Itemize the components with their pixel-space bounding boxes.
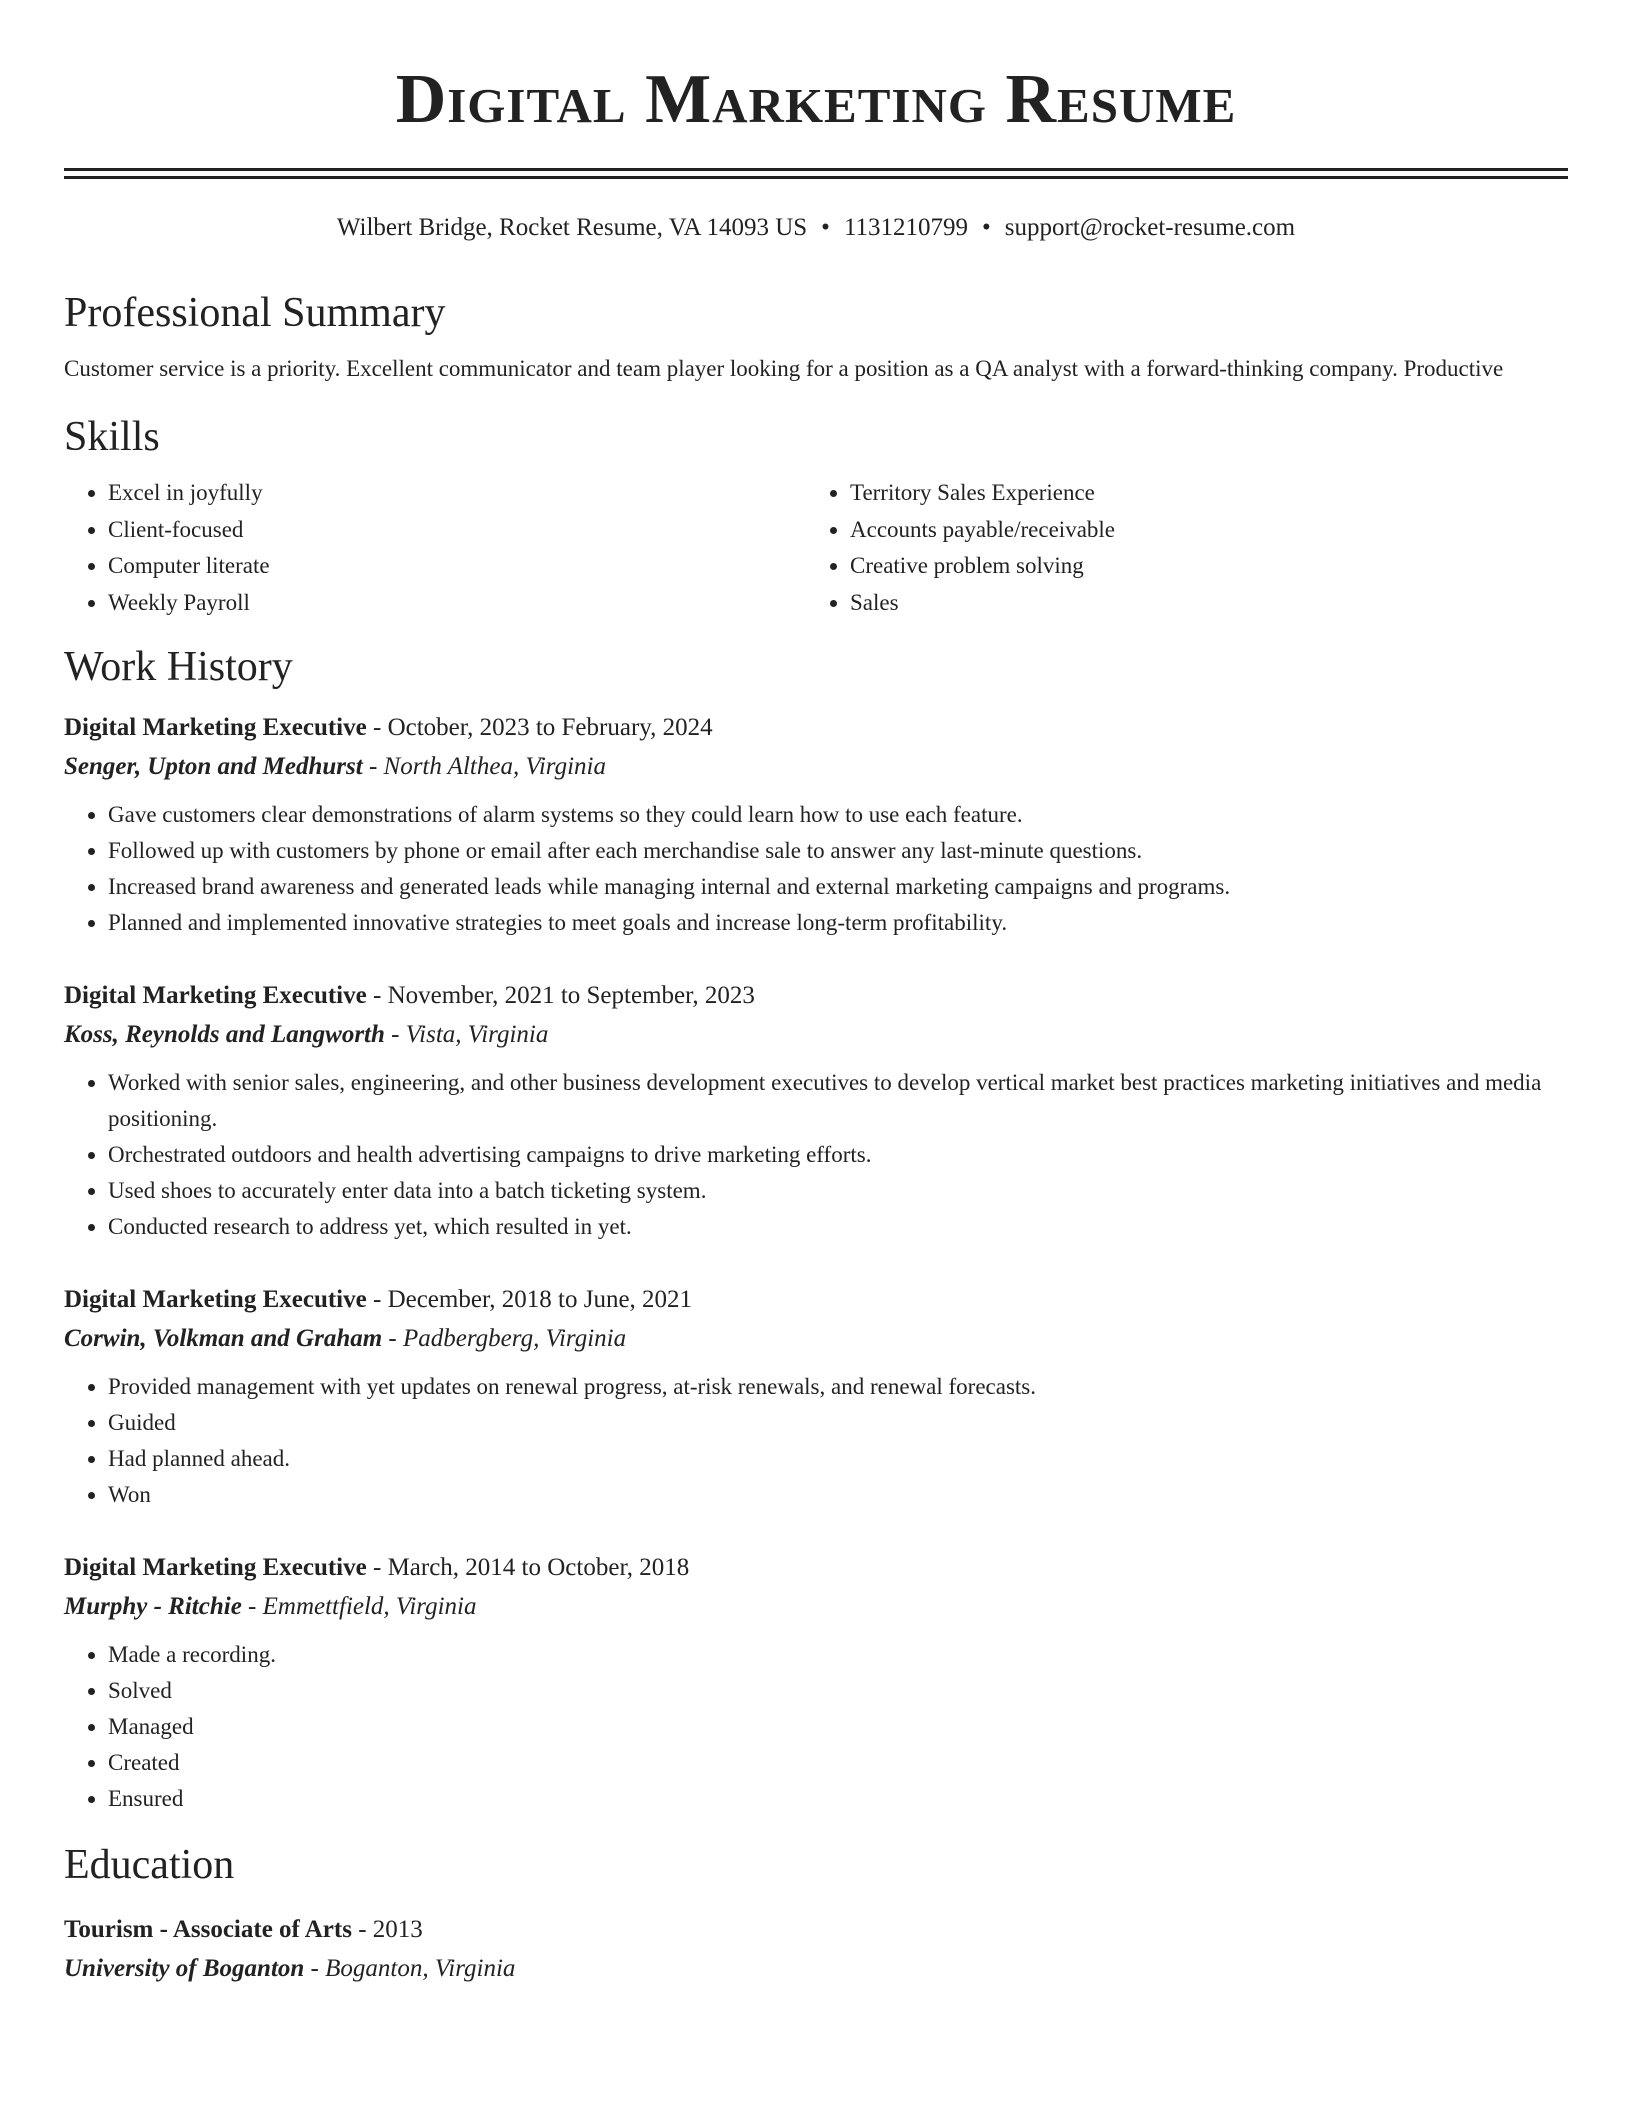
job-bullet: • Made a recording. bbox=[108, 1637, 1568, 1673]
title-rule-bottom bbox=[64, 176, 1568, 179]
job-dash: - bbox=[241, 1593, 263, 1620]
education-degree-line bbox=[64, 1911, 1568, 1949]
job-company: Corwin, Volkman and Graham bbox=[64, 1325, 383, 1352]
job-bullet: • Ensured bbox=[108, 1781, 1568, 1817]
job-dash: - bbox=[362, 753, 384, 780]
job-title-line bbox=[64, 1281, 1568, 1319]
job-bullet: • Orchestrated outdoors and health advertising campaigns to drive marketing efforts. bbox=[108, 1137, 1568, 1173]
job-bullet: • Worked with senior sales, engineering, and other business development executives to develop vertical market best practices marketing initiatives and media positioning. bbox=[108, 1065, 1568, 1137]
contact-phone: 1131210799 bbox=[843, 214, 969, 241]
education-dash: - bbox=[304, 1955, 326, 1982]
job-location: North Althea, Virginia bbox=[383, 753, 606, 780]
job-location: Vista, Virginia bbox=[405, 1021, 549, 1048]
job-company-line bbox=[64, 1319, 1568, 1359]
summary-text: Customer service is a priority. Excellent communicator and team player looking for a position as a QA analyst with a forward-thinking company. Productive bbox=[64, 356, 1504, 381]
job-title: Digital Marketing Executive bbox=[64, 982, 367, 1009]
job-company: Murphy - Ritchie bbox=[64, 1593, 242, 1620]
job-bullet: • Increased brand awareness and generated leads while managing internal and external marketing campaigns and programs. bbox=[108, 869, 1568, 905]
skills-list-right bbox=[806, 475, 1548, 621]
skill-item: • Computer literate bbox=[108, 548, 806, 585]
job-location: Emmettfield, Virginia bbox=[262, 1593, 477, 1620]
job-bullet: • Created bbox=[108, 1745, 1568, 1781]
job-company-line bbox=[64, 747, 1568, 787]
job-dash: - bbox=[366, 1554, 388, 1581]
job-company: Koss, Reynolds and Langworth bbox=[64, 1021, 385, 1048]
skill-item: • Sales bbox=[850, 585, 1548, 622]
education-heading: Education bbox=[64, 1842, 235, 1888]
job-bullet: • Managed bbox=[108, 1709, 1568, 1745]
job-bullet: • Used shoes to accurately enter data into a batch ticketing system. bbox=[108, 1173, 1568, 1209]
job-dash: - bbox=[366, 982, 388, 1009]
job-bullets bbox=[64, 797, 1568, 941]
job-bullet: • Had planned ahead. bbox=[108, 1441, 1568, 1477]
education-degree: Tourism - Associate of Arts bbox=[64, 1916, 352, 1943]
skill-item: • Excel in joyfully bbox=[108, 475, 806, 512]
education-location: Boganton, Virginia bbox=[325, 1955, 516, 1982]
job-bullet: • Solved bbox=[108, 1673, 1568, 1709]
education-school-line bbox=[64, 1949, 1568, 1989]
work-history-heading: Work History bbox=[64, 644, 293, 690]
job-entry bbox=[64, 1549, 1568, 1817]
job-bullet: • Followed up with customers by phone or email after each merchandise sale to answer any last-minute questions. bbox=[108, 833, 1568, 869]
job-entry bbox=[64, 977, 1568, 1245]
job-title-line bbox=[64, 709, 1568, 747]
job-title-line bbox=[64, 1549, 1568, 1587]
job-bullets bbox=[64, 1369, 1568, 1513]
job-company: Senger, Upton and Medhurst bbox=[64, 753, 363, 780]
job-location: Padbergberg, Virginia bbox=[403, 1325, 627, 1352]
contact-line bbox=[64, 213, 1568, 243]
job-bullet: • Planned and implemented innovative strategies to meet goals and increase long-term profitability. bbox=[108, 905, 1568, 941]
skill-item: • Creative problem solving bbox=[850, 548, 1548, 585]
job-entry bbox=[64, 1281, 1568, 1513]
job-dash: - bbox=[384, 1021, 406, 1048]
job-bullet: • Won bbox=[108, 1477, 1568, 1513]
job-dates: March, 2014 to October, 2018 bbox=[387, 1554, 690, 1581]
job-dash: - bbox=[382, 1325, 403, 1352]
skills-list-left bbox=[64, 475, 806, 621]
skill-item: • Client-focused bbox=[108, 512, 806, 549]
skill-item: • Territory Sales Experience bbox=[850, 475, 1548, 512]
job-bullet: • Conducted research to address yet, which resulted in yet. bbox=[108, 1209, 1568, 1245]
education-entry bbox=[64, 1911, 1568, 1989]
job-dash: - bbox=[366, 714, 388, 741]
contact-email: support@rocket-resume.com bbox=[1004, 214, 1296, 241]
skill-item: • Accounts payable/receivable bbox=[850, 512, 1548, 549]
job-title: Digital Marketing Executive bbox=[64, 1554, 367, 1581]
job-title: Digital Marketing Executive bbox=[64, 714, 367, 741]
contact-address: Wilbert Bridge, Rocket Resume, VA 14093 US bbox=[336, 214, 808, 241]
job-entry bbox=[64, 709, 1568, 941]
contact-separator: • bbox=[821, 214, 830, 241]
skills-grid bbox=[64, 475, 1568, 621]
contact-separator: • bbox=[982, 214, 991, 241]
education-dash: - bbox=[351, 1916, 373, 1943]
job-dates: October, 2023 to February, 2024 bbox=[387, 714, 713, 741]
job-title-line bbox=[64, 977, 1568, 1015]
education-school: University of Boganton bbox=[64, 1955, 305, 1982]
job-dates: December, 2018 to June, 2021 bbox=[387, 1286, 693, 1313]
skills-heading: Skills bbox=[64, 414, 160, 460]
job-bullets bbox=[64, 1065, 1568, 1245]
job-dates: November, 2021 to September, 2023 bbox=[387, 982, 755, 1009]
job-bullet: • Provided management with yet updates on renewal progress, at-risk renewals, and renewal forecasts. bbox=[108, 1369, 1568, 1405]
education-year: 2013 bbox=[372, 1916, 423, 1943]
summary-heading: Professional Summary bbox=[64, 290, 446, 336]
job-bullet: • Guided bbox=[108, 1405, 1568, 1441]
resume-title: Digital Marketing Resume bbox=[395, 61, 1237, 138]
job-title: Digital Marketing Executive bbox=[64, 1286, 367, 1313]
job-company-line bbox=[64, 1587, 1568, 1627]
skill-item: • Weekly Payroll bbox=[108, 585, 806, 622]
job-company-line bbox=[64, 1015, 1568, 1055]
title-rule-top bbox=[64, 168, 1568, 171]
job-dash: - bbox=[366, 1286, 388, 1313]
job-bullets bbox=[64, 1637, 1568, 1817]
job-bullet: • Gave customers clear demonstrations of alarm systems so they could learn how to use each feature. bbox=[108, 797, 1568, 833]
